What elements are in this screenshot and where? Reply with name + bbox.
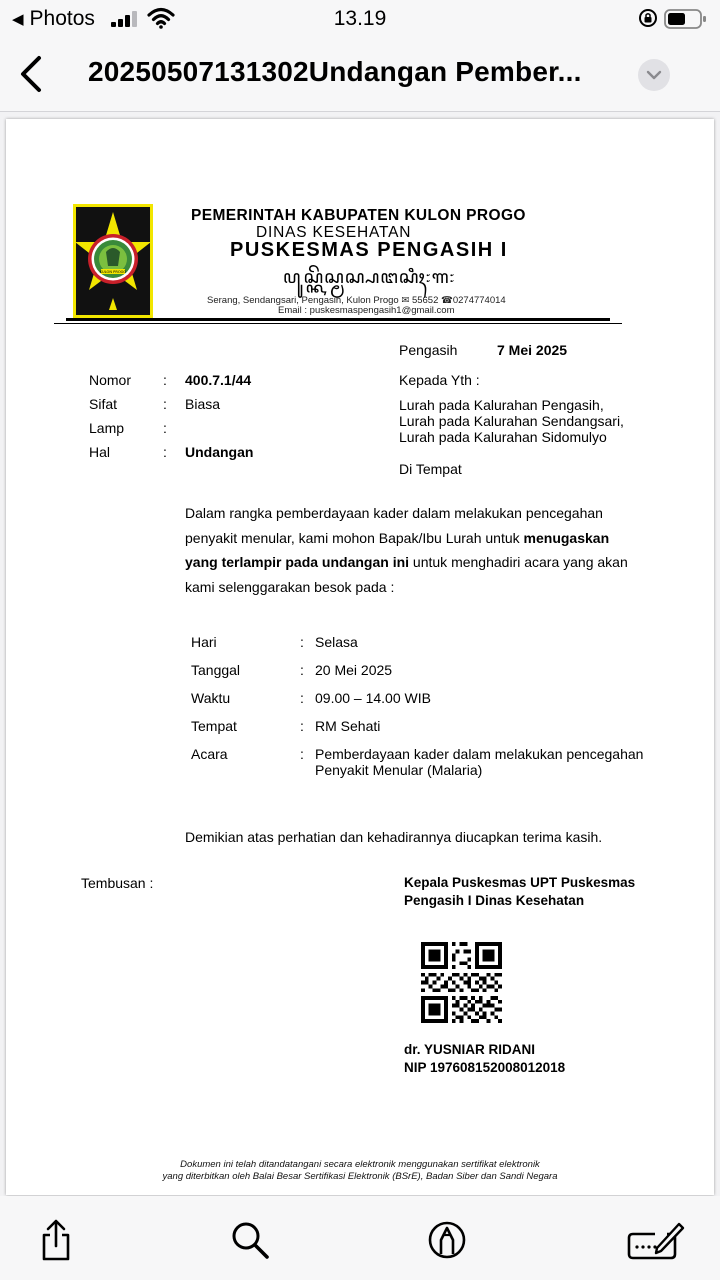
recipient-line: Lurah pada Kalurahan Sidomulyo [399,429,607,445]
status-bar [0,0,720,38]
title-menu-button[interactable] [638,59,670,91]
letterhead-javanese-script: ꦥꦸꦱ꧀ꦏꦼꦱ꧀ꦩꦱ꧀ꦥꦔꦱꦶꦃ꧇꧑꧇ [283,267,456,288]
detail-colon: : [300,718,304,734]
detail-label: Hari [191,634,217,650]
detail-value-tempat: RM Sehati [315,718,381,734]
detail-colon: : [300,690,304,706]
recipient-heading: Kepada Yth : [399,372,480,388]
meta-colon: : [163,396,167,412]
cc-label: Tembusan : [81,875,154,891]
navigation-bar [0,38,720,112]
search-icon [229,1219,271,1261]
signer-nip: NIP 197608152008012018 [404,1060,566,1075]
orientation-lock-icon [638,7,658,29]
meta-label: Lamp [89,420,125,436]
clock: 13.19 [333,7,387,30]
letterhead-line-2: DINAS KESEHATAN [256,224,412,241]
detail-value-hari: Selasa [315,634,358,650]
closing-sentence: Demikian atas perhatian dan kehadirannya diucapkan terima kasih. [185,829,603,845]
paragraph-emphasis: yang terlampir pada undangan ini [185,554,410,570]
recipient-location: Di Tempat [399,461,462,477]
share-icon [36,1218,76,1262]
meta-label: Hal [89,444,111,460]
search-button[interactable] [226,1216,274,1264]
detail-colon: : [300,662,304,678]
signer-title-line-2: Pengasih I Dinas Kesehatan [404,893,585,908]
meta-colon: : [163,372,167,388]
meta-label: Nomor [89,372,132,388]
detail-label: Acara [191,746,228,762]
detail-label: Tempat [191,718,237,734]
meta-colon: : [163,420,167,436]
paragraph-text: untuk menghadiri acara yang akan [409,554,628,570]
back-triangle-icon: ◀ [12,11,24,28]
markup-icon [426,1219,468,1261]
footer-note-line-2: yang diterbitkan oleh Balai Besar Sertifikasi Elektronik (BSrE), Badan Siber dan Sandi Negara [162,1171,558,1182]
recipient-line: Lurah pada Kalurahan Sendangsari, [399,413,624,429]
qr-code [421,942,502,1023]
paragraph-emphasis: menugaskan [523,529,610,546]
paragraph-line [185,526,645,551]
detail-value-acara-line2: Penyakit Menular (Malaria) [315,762,483,778]
letterhead-rule-thin [54,323,622,324]
detail-value-tanggal: 20 Mei 2025 [315,662,393,678]
letter-place: Pengasih [399,342,458,358]
letter-date: 7 Mei 2025 [497,342,568,358]
back-chevron-icon[interactable] [18,55,44,93]
meta-value-nomor: 400.7.1/44 [185,372,252,388]
meta-value-hal: Undangan [185,444,254,460]
detail-label: Waktu [191,690,231,706]
letterhead-rule-thick [66,318,610,321]
meta-label: Sifat [89,396,118,412]
recipient-line: Lurah pada Kalurahan Pengasih, [399,397,604,413]
letterhead-line-1: PEMERINTAH KABUPATEN KULON PROGO [191,207,526,224]
letterhead-line-3: PUSKESMAS PENGASIH I [230,239,508,261]
fill-and-sign-button[interactable] [626,1216,686,1264]
detail-colon: : [300,746,304,762]
fill-sign-icon [627,1220,685,1260]
emblem-label: KULON PROGO [99,270,127,274]
meta-value-sifat: Biasa [185,396,221,412]
paragraph-text: penyakit menular, kami mohon Bapak/Ibu Lurah untuk [185,529,524,546]
detail-colon: : [300,634,304,650]
bottom-toolbar [0,1196,720,1280]
paragraph-line [185,550,645,575]
kulon-progo-emblem [73,204,153,318]
paragraph-line: kami selenggarakan besok pada : [185,578,395,595]
paragraph-line: Dalam rangka pemberdayaan kader dalam melakukan pencegahan [185,505,603,521]
letterhead-email: Email : puskesmaspengasih1@gmail.com [278,305,455,316]
back-app-label: Photos [29,7,95,30]
share-button[interactable] [32,1216,80,1264]
meta-colon: : [163,444,167,460]
signer-title-line-1: Kepala Puskesmas UPT Puskesmas [404,875,636,890]
footer-note-line-1: Dokumen ini telah ditandatangani secara elektronik menggunakan sertifikat elektronik [180,1159,540,1170]
battery-icon [664,8,708,30]
body-paragraph [185,501,645,599]
chevron-down-icon [646,70,662,80]
detail-value-waktu: 09.00 – 14.00 WIB [315,690,431,706]
document-title: 20250507131302Undangan Pember... [88,56,582,87]
document-page[interactable] [6,119,714,1195]
signer-name: dr. YUSNIAR RIDANI [404,1042,536,1057]
detail-value-acara: Pemberdayaan kader dalam melakukan pencegahan [315,746,644,762]
detail-label: Tanggal [191,662,241,678]
letterhead-address: Serang, Sendangsari, Pengasih, Kulon Progo ✉ 55652 ☎0274774014 [207,295,506,306]
markup-button[interactable] [423,1216,471,1264]
